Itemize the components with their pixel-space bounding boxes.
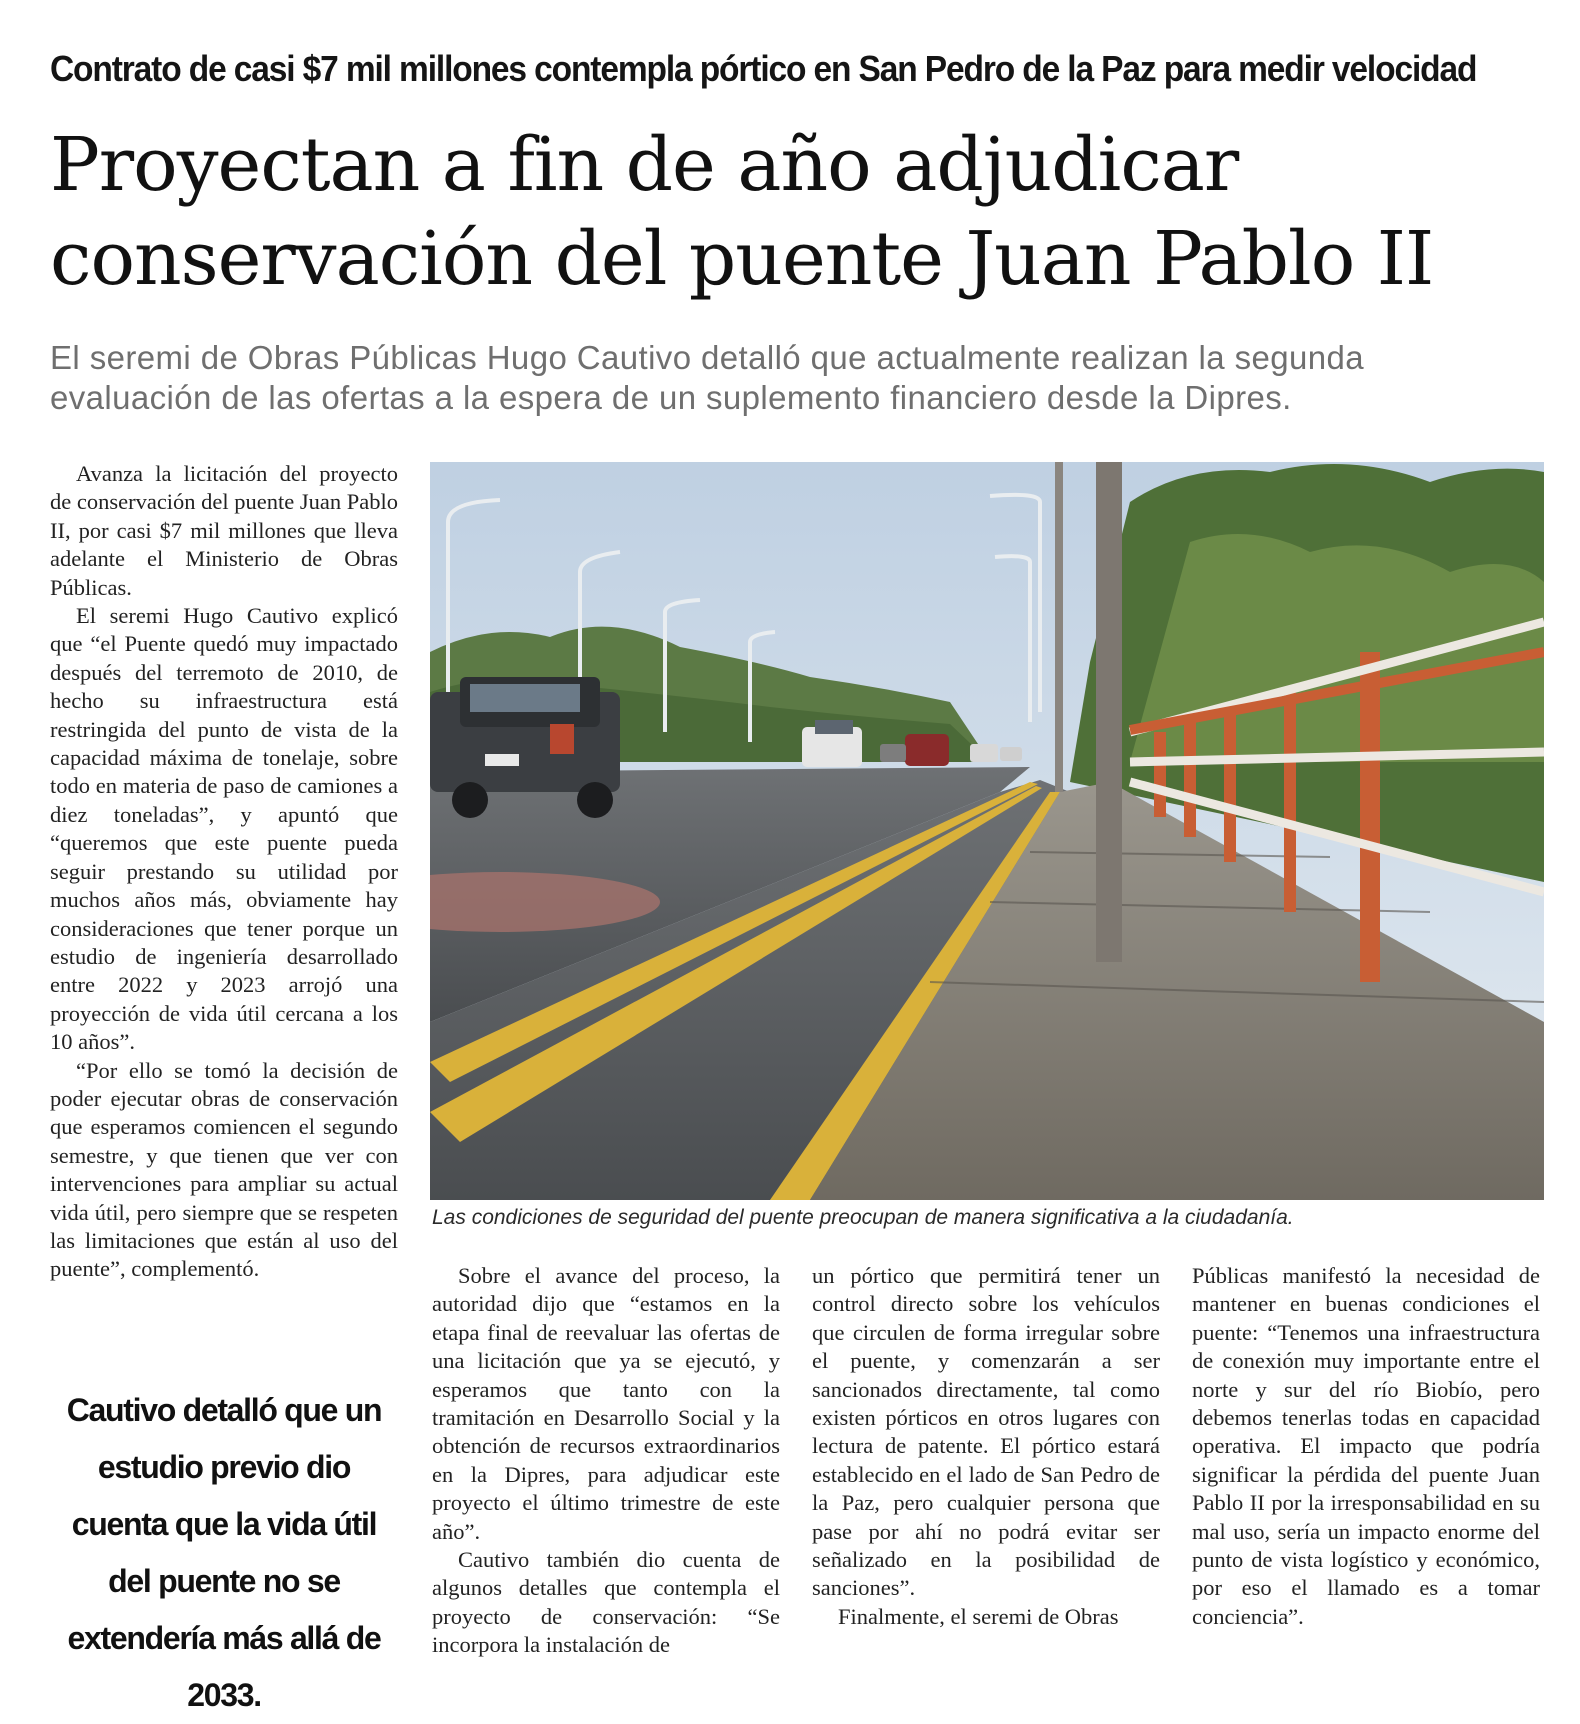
paragraph: Cautivo también dio cuenta de algunos detalles que contempla el proyecto de conservación: “Se incorpora la instalación de: [432, 1547, 780, 1658]
bridge-photo: [430, 462, 1544, 1200]
paragraph: Sobre el avance del proceso, la autoridad dijo que “estamos en la etapa final de reevaluar las ofertas de una licitación que ya se ejecutó, y esperamos que tanto con la tramitación en Desarrollo Social y la obtención de recursos extraordinarios en la Dipres, para adjudicar este proyecto el último trimestre de este año”.: [432, 1263, 780, 1544]
body-column-4: [1192, 1262, 1540, 1631]
paragraph: El seremi Hugo Cautivo explicó que “el Puente quedó muy impactado después del terremoto de 2010, de hecho su infraestructura está restringida del punto de vista de la capacidad máxima de tonelaje, sobre todo en materia de paso de camiones a diez toneladas”, y apuntó que “queremos que este puente pueda seguir prestando su utilidad por muchos años más, obviamente hay consideraciones que tener porque un estudio de ingeniería desarrollado entre 2022 y 2023 arrojó una proyección de vida útil cercana a los 10 años”.: [50, 603, 398, 1055]
photo-caption: Las condiciones de seguridad del puente preocupan de manera significativa a la ciudadanía.: [432, 1206, 1294, 1229]
deck-line-1: El seremi de Obras Públicas Hugo Cautivo detalló que actualmente realizan la segunda: [50, 339, 1365, 376]
paragraph: “Por ello se tomó la decisión de poder ejecutar obras de conservación que esperamos comiencen el segundo semestre, y que tienen que ver con intervenciones para ampliar su actual vida útil, pero siempre que se respeten las limitaciones que están al uso del puente”, complementó.: [50, 1057, 398, 1282]
deck: [50, 338, 1550, 418]
headline-line-1: Proyectan a fin de año adjudicar: [50, 122, 1239, 208]
headline-line-2: conservación del puente Juan Pablo II: [50, 216, 1434, 302]
body-column-3: [812, 1262, 1160, 1631]
pull-quote: Cautivo detalló que un estudio previo dio cuenta que la vida útil del puente no se extendería más allá de 2033.: [66, 1392, 382, 1713]
paragraph: un pórtico que permitirá tener un control directo sobre los vehículos que circulen de forma irregular sobre el puente, y comenzarán a ser sancionados directamente, tal como existen pórticos en otros lugares con lectura de patente. El pórtico estará establecido en el lado de San Pedro de la Paz, pero cualquier persona que pase por ahí no podrá evitar ser señalizado en la posibilidad de sanciones”.: [812, 1263, 1160, 1601]
deck-line-2: evaluación de las ofertas a la espera de un suplemento financiero desde la Dipres.: [50, 379, 1292, 416]
paragraph: Finalmente, el seremi de Obras: [838, 1603, 1119, 1629]
body-column-2: [432, 1262, 780, 1660]
paragraph: Avanza la licitación del proyecto de conservación del puente Juan Pablo II, por casi $7 mil millones que lleva adelante el Ministerio de Obras Públicas.: [50, 461, 399, 600]
headline: [50, 118, 1550, 306]
paragraph: Públicas manifestó la necesidad de mantener en buenas condiciones el puente: “Tenemos una infraestructura de conexión muy importante entre el norte y sur del río Biobío, pero debemos tenerlas todas en capacidad operativa. El impacto que podría significar la pérdida del puente Juan Pablo II por la irresponsabilidad en su mal uso, sería un impacto enorme del punto de vista logístico y económico, por eso el llamado es a tomar conciencia”.: [1192, 1263, 1540, 1629]
body-column-1: [50, 460, 398, 1284]
bridge-photo-illustration: [430, 462, 1544, 1200]
kicker: Contrato de casi $7 mil millones contempla pórtico en San Pedro de la Paz para medir velocidad: [50, 48, 1477, 89]
